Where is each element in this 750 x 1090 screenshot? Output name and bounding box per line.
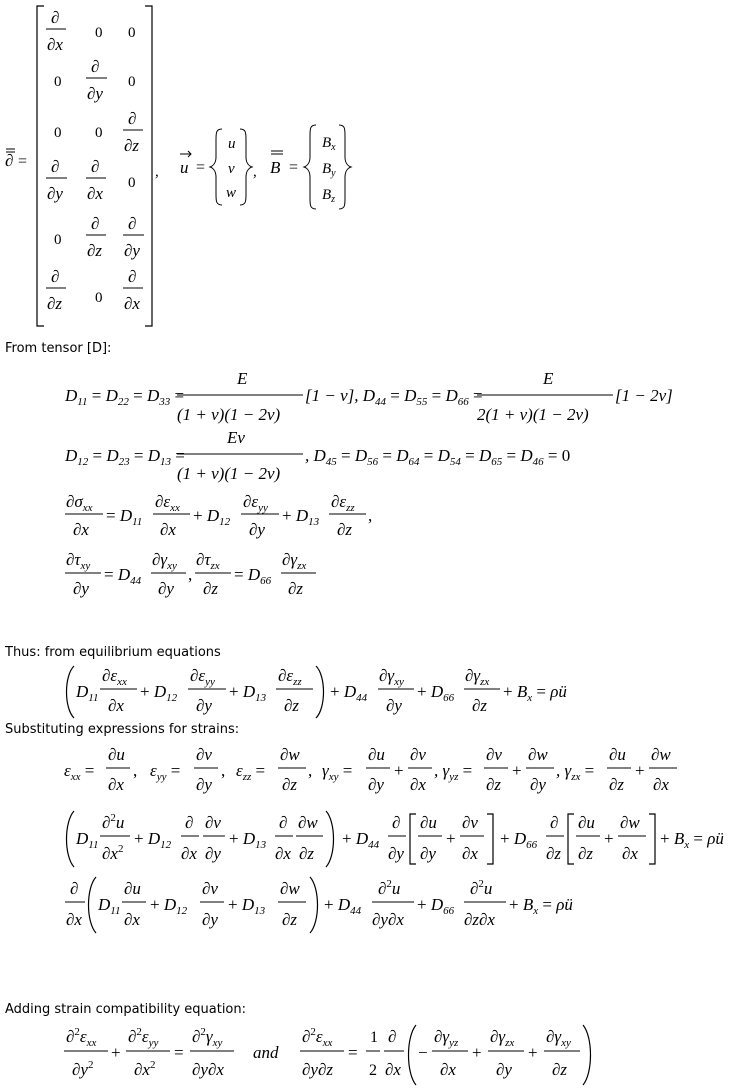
svg-text:∂: ∂ [91, 157, 100, 176]
svg-text:∂γxy: $\partial\gamma_{xy}$ [546, 1027, 571, 1049]
svg-text:∂x: ∂x [440, 1060, 456, 1079]
svg-text:∂z: ∂z [472, 696, 488, 715]
svg-text:,: , [155, 164, 159, 180]
svg-text:Bx: $B_x$ [322, 135, 336, 153]
svg-text:γxy =: $\gamma_{xy}$ = [322, 761, 353, 783]
svg-text:= D66: = $D_{66}$ [234, 565, 272, 587]
svg-text:0: 0 [128, 74, 136, 90]
svg-text:∂y∂z: ∂y∂z [302, 1060, 333, 1079]
svg-text:+ Bx = ρü: + $B_x$ = ρü [660, 829, 724, 851]
svg-text:∂x: ∂x [181, 844, 197, 863]
svg-text:εzz =: $\varepsilon_{zz}$ = [236, 761, 266, 783]
svg-text:∂y: ∂y [388, 844, 404, 863]
svg-text:∂2u: ∂$^2$u [470, 878, 493, 898]
svg-text:∂γyz: $\partial\gamma_{yz}$ [434, 1027, 459, 1049]
svg-text:∂u: ∂u [368, 745, 385, 764]
equation-sigma [0, 490, 750, 544]
svg-text:D11: $D_{11}$ [76, 682, 99, 704]
svg-text:∂z: ∂z [578, 844, 594, 863]
matrix-row-4 [46, 157, 136, 203]
svg-text:[1 − 2ν]: [1 − 2ν] [615, 386, 673, 405]
svg-text:∂y: ∂y [196, 775, 212, 794]
svg-text:∂x: ∂x [73, 520, 89, 539]
svg-text:∂2εxx: $\partial^2\varepsilon_{xx}$ [302, 1026, 333, 1049]
svg-text:+ D12: + $D_{12}$ [150, 895, 188, 917]
svg-text:D11 = D22 = D33 =: $D_{11} = D_{22} = D_{33}$ = [65, 386, 185, 408]
matrix-left-bracket [37, 6, 44, 326]
svg-text:∂x: ∂x [385, 1060, 401, 1079]
svg-text:∂x: ∂x [108, 775, 124, 794]
svg-text:+ D12: + $D_{12}$ [134, 829, 172, 851]
svg-text:∂z: ∂z [486, 775, 502, 794]
svg-text:∂2u: ∂$^2$u [102, 812, 125, 832]
svg-text:1: 1 [370, 1029, 378, 1046]
svg-text:=: = [174, 1043, 184, 1062]
svg-text:∂2εxx: $\partial^2\varepsilon_{xx}$ [66, 1026, 97, 1049]
matrix-row-2 [54, 57, 136, 103]
svg-text:B: B [270, 158, 281, 177]
svg-text:=: = [18, 153, 28, 170]
svg-text:∂x2: $\partial x^2$ [134, 1059, 156, 1079]
svg-text:+: + [472, 1043, 482, 1062]
svg-text:, γyz =: , $\gamma_{yz}$ = [434, 761, 473, 783]
equation-d11 [0, 360, 750, 430]
matrix-row-3 [54, 109, 143, 155]
svg-text:∂: ∂ [70, 879, 79, 898]
svg-text:∂u: ∂u [578, 813, 595, 832]
equation-equilibrium [0, 662, 750, 722]
svg-text:∂u: ∂u [609, 745, 626, 764]
svg-text:∂y: ∂y [530, 775, 546, 794]
svg-text:∂y: ∂y [73, 579, 89, 598]
svg-text:0: 0 [95, 125, 103, 141]
svg-text:w: w [226, 185, 237, 201]
equation-final [0, 872, 750, 938]
svg-text:=: = [348, 1043, 358, 1062]
operator-matrix-equation [0, 0, 750, 332]
svg-text:+ D13: + $D_{13}$ [282, 506, 320, 528]
svg-text:∂v: ∂v [410, 745, 426, 764]
svg-text:∂x: ∂x [47, 35, 63, 54]
svg-text:−: − [418, 1043, 428, 1062]
svg-text:and: and [253, 1043, 279, 1062]
svg-text:∂y: ∂y [47, 184, 63, 203]
svg-text:+: + [528, 1043, 538, 1062]
svg-text:∂z∂x: ∂z∂x [464, 910, 495, 929]
svg-text:∂: ∂ [91, 57, 100, 76]
svg-text:+: + [512, 761, 522, 780]
svg-text:∂y: ∂y [420, 844, 436, 863]
svg-text:∂u: ∂u [420, 813, 437, 832]
svg-text:∂w: ∂w [528, 745, 548, 764]
svg-text:εyy =: $\varepsilon_{yy}$ = [150, 761, 181, 783]
svg-text:=: = [289, 159, 299, 176]
section-label-from-tensor: From tensor [D]: [5, 341, 112, 356]
svg-text:∂z: ∂z [282, 910, 298, 929]
svg-text:∂z: ∂z [299, 844, 315, 863]
svg-text:v: v [228, 161, 235, 177]
svg-text:∂εxx: $\partial\varepsilon_{xx}$ [155, 492, 180, 514]
svg-text:Eν: Eν [227, 428, 245, 447]
svg-text:∂z: ∂z [124, 136, 140, 155]
section-label-thus: Thus: from equilibrium equations [5, 645, 221, 660]
svg-text:∂: ∂ [392, 813, 401, 832]
svg-text:∂w: ∂w [280, 745, 300, 764]
svg-text:E: E [543, 369, 554, 388]
svg-text:∂εyy: $\partial\varepsilon_{yy}$ [190, 666, 215, 688]
svg-text:∂x: ∂x [87, 184, 103, 203]
svg-text:∂: ∂ [185, 813, 194, 832]
svg-text:∂εxx: $\partial\varepsilon_{xx}$ [102, 666, 127, 688]
svg-text:∂v: ∂v [196, 745, 212, 764]
svg-text:∂y: ∂y [87, 84, 103, 103]
svg-text:Bz: $B_z$ [322, 187, 336, 205]
svg-text:+ Bx = ρü: + $B_x$ = ρü [503, 682, 567, 704]
svg-text:∂x: ∂x [66, 910, 82, 929]
svg-text:0: 0 [95, 25, 103, 41]
svg-text:2: 2 [369, 1062, 377, 1079]
svg-text:+: + [635, 761, 645, 780]
equation-d12 [0, 425, 750, 487]
svg-text:εxx =: $\varepsilon_{xx}$ = [64, 761, 95, 783]
svg-text:+ D66: + $D_{66}$ [500, 829, 538, 851]
svg-text:D11: $D_{11}$ [98, 895, 121, 917]
svg-text:+ Bx = ρü: + $B_x$ = ρü [509, 895, 573, 917]
svg-text:,: , [221, 761, 226, 780]
svg-text:∂w: ∂w [280, 879, 300, 898]
equation-compatibility [0, 1020, 750, 1088]
svg-text:∂v: ∂v [205, 813, 221, 832]
svg-text:+: + [394, 761, 404, 780]
svg-text:∂τxy: $\partial\tau_{xy}$ [66, 550, 91, 572]
svg-text:,: , [308, 761, 313, 780]
svg-text:∂z: ∂z [282, 775, 298, 794]
svg-text:= D11: = $D_{11}$ [106, 506, 143, 528]
body-force-vector [270, 125, 351, 209]
svg-text:+ D12: + $D_{12}$ [193, 506, 231, 528]
svg-text:∂: ∂ [279, 813, 288, 832]
displacement-vector [180, 129, 257, 205]
svg-text:∂y: ∂y [205, 844, 221, 863]
svg-text:u: u [228, 136, 236, 152]
equation-tau [0, 546, 750, 606]
matrix-row-5 [54, 214, 144, 260]
svg-text:∂z: ∂z [552, 1060, 568, 1079]
svg-text:∂y: ∂y [496, 1060, 512, 1079]
svg-text:∂: ∂ [91, 214, 100, 233]
equation-strains [0, 740, 750, 800]
svg-text:∂v: ∂v [486, 745, 502, 764]
svg-text:0: 0 [54, 74, 62, 90]
svg-text:∂x2: $\partial x^2$ [102, 843, 124, 863]
svg-text:+ D13: + $D_{13}$ [229, 829, 267, 851]
svg-text:∂γxy: $\partial\gamma_{xy}$ [379, 666, 404, 688]
matrix-row-6 [46, 267, 143, 313]
svg-text:∂: ∂ [5, 151, 14, 170]
svg-text:0: 0 [128, 25, 136, 41]
svg-text:∂y∂x: ∂y∂x [192, 1060, 224, 1079]
svg-text:∂y∂x: ∂y∂x [372, 910, 404, 929]
svg-text:+ D13: + $D_{13}$ [229, 682, 267, 704]
svg-text:∂: ∂ [51, 8, 60, 27]
svg-text:2(1 + ν)(1 − 2ν): 2(1 + ν)(1 − 2ν) [477, 405, 589, 424]
svg-text:∂: ∂ [128, 109, 137, 128]
svg-text:D12 = D23 = D13 =: $D_{12} = D_{23} = D_{13}$ = [65, 446, 185, 468]
svg-text:∂x: ∂x [275, 844, 291, 863]
svg-text:∂u: ∂u [108, 745, 125, 764]
svg-text:∂x: ∂x [653, 775, 669, 794]
svg-text:0: 0 [54, 232, 62, 248]
svg-text:,: , [188, 565, 193, 584]
matrix-right-bracket [145, 6, 152, 326]
svg-text:∂y2: $\partial y^2$ [72, 1059, 94, 1079]
svg-text:+: + [446, 829, 456, 848]
svg-text:+ D13: + $D_{13}$ [228, 895, 266, 917]
svg-text:u: u [180, 158, 189, 177]
svg-text:0: 0 [128, 175, 136, 191]
svg-text:0: 0 [95, 290, 103, 306]
section-label-substituting: Substituting expressions for strains: [5, 722, 240, 737]
svg-text:+ D44: + $D_{44}$ [324, 895, 362, 917]
svg-text:∂: ∂ [128, 214, 137, 233]
matrix-row-1 [46, 8, 136, 54]
svg-text:∂γzx: $\partial\gamma_{zx}$ [490, 1027, 515, 1049]
svg-text:,: , [368, 506, 373, 525]
svg-text:∂: ∂ [51, 157, 60, 176]
equation-substituted [0, 806, 750, 872]
svg-text:∂εzz: $\partial\varepsilon_{zz}$ [331, 492, 355, 514]
svg-text:∂z: ∂z [609, 775, 625, 794]
svg-text:+ D66: + $D_{66}$ [417, 895, 455, 917]
svg-text:∂y: ∂y [158, 579, 174, 598]
svg-text:+ D66: + $D_{66}$ [417, 682, 455, 704]
svg-text:∂τzx: $\partial\tau_{zx}$ [196, 550, 220, 572]
svg-text:=: = [196, 159, 206, 176]
svg-text:∂w: ∂w [651, 745, 671, 764]
svg-text:∂y: ∂y [368, 775, 384, 794]
svg-text:,: , [253, 164, 257, 180]
svg-text:∂x: ∂x [410, 775, 426, 794]
svg-text:∂γzx: $\partial\gamma_{zx}$ [465, 666, 490, 688]
svg-text:∂2εyy: $\partial^2\varepsilon_{yy}$ [128, 1026, 159, 1049]
svg-text:= D44: = $D_{44}$ [104, 565, 142, 587]
svg-text:∂z: ∂z [546, 844, 562, 863]
svg-text:∂z: ∂z [288, 579, 304, 598]
svg-text:+ D44: + $D_{44}$ [342, 829, 380, 851]
svg-text:∂y: ∂y [249, 520, 265, 539]
svg-text:∂z: ∂z [203, 579, 219, 598]
svg-text:∂εzz: $\partial\varepsilon_{zz}$ [278, 666, 302, 688]
svg-text:∂2u: ∂$^2$u [378, 878, 401, 898]
svg-text:∂w: ∂w [298, 813, 318, 832]
operator-symbol [5, 149, 27, 170]
svg-text:∂y: ∂y [202, 910, 218, 929]
svg-text:∂z: ∂z [337, 520, 353, 539]
svg-text:+: + [604, 829, 614, 848]
svg-text:∂y: ∂y [124, 241, 140, 260]
svg-text:By: $B_y$ [322, 161, 336, 179]
svg-text:, D45 = D56 = D64 = D54 = D65: , $D_{45} = D_{56} = D_{64} = D_{54} = D_{65} = D_{46} = 0$ [305, 446, 571, 468]
svg-text:(1 + ν)(1 − 2ν): (1 + ν)(1 − 2ν) [177, 405, 281, 424]
svg-text:+ D44: + $D_{44}$ [330, 682, 368, 704]
svg-text:∂y: ∂y [386, 696, 402, 715]
svg-text:∂x: ∂x [124, 910, 140, 929]
svg-text:D11: $D_{11}$ [76, 829, 99, 851]
svg-text:∂x: ∂x [124, 294, 140, 313]
svg-text:∂u: ∂u [124, 879, 141, 898]
svg-text:,: , [133, 761, 138, 780]
svg-text:+: + [111, 1043, 121, 1062]
svg-text:, γzx =: , $\gamma_{zx}$ = [556, 761, 595, 783]
svg-text:∂: ∂ [51, 267, 60, 286]
svg-text:∂2γxy: $\partial^2\gamma_{xy}$ [192, 1026, 223, 1049]
svg-text:[1 − ν], D44 = D55 = D66 =: [1 − ν], $D_{44} = D_{55} = D_{66}$ = [305, 386, 483, 408]
svg-text:∂w: ∂w [620, 813, 640, 832]
svg-text:∂x: ∂x [160, 520, 176, 539]
svg-text:+ D12: + $D_{12}$ [140, 682, 178, 704]
svg-text:∂v: ∂v [202, 879, 218, 898]
svg-text:E: E [237, 369, 248, 388]
svg-text:∂z: ∂z [47, 294, 63, 313]
svg-text:∂z: ∂z [87, 241, 103, 260]
svg-text:∂γzx: $\partial\gamma_{zx}$ [282, 550, 307, 572]
svg-text:0: 0 [54, 125, 62, 141]
svg-text:∂: ∂ [550, 813, 559, 832]
svg-text:(1 + ν)(1 − 2ν): (1 + ν)(1 − 2ν) [177, 464, 281, 483]
svg-text:∂x: ∂x [462, 844, 478, 863]
svg-text:∂x: ∂x [622, 844, 638, 863]
svg-text:∂γxy: $\partial\gamma_{xy}$ [152, 550, 177, 572]
svg-text:∂: ∂ [128, 267, 137, 286]
svg-text:∂εyy: $\partial\varepsilon_{yy}$ [243, 492, 268, 514]
svg-text:∂x: ∂x [108, 696, 124, 715]
svg-text:∂σxx: $\partial\sigma_{xx}$ [66, 492, 93, 514]
svg-text:∂z: ∂z [284, 696, 300, 715]
svg-text:∂: ∂ [388, 1027, 397, 1046]
section-label-adding: Adding strain compatibility equation: [5, 1002, 247, 1017]
svg-text:∂v: ∂v [462, 813, 478, 832]
svg-text:∂y: ∂y [196, 696, 212, 715]
